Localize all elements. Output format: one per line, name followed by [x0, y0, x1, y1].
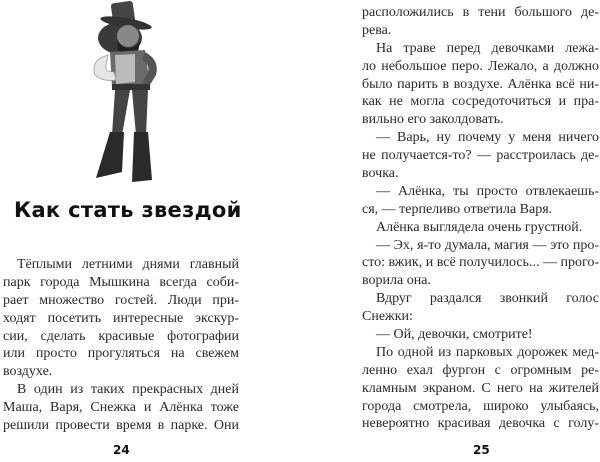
text-line: Снежки: [362, 309, 413, 325]
chapter-title: Как стать звездой [14, 198, 242, 222]
text-line: ворила она. [362, 273, 431, 289]
text-line: сто: вжик, и всё получилось... — прого- [362, 255, 599, 271]
text-line: рает множество гостей. Люди при- [3, 292, 239, 308]
text-line: парк города Мышкина всегда соби- [3, 274, 239, 290]
text-line: По одной из парковых дорожек мед- [376, 344, 599, 360]
text-line: расположились в тени большого де- [362, 5, 599, 20]
text-line: рева. [362, 22, 392, 38]
text-line: ло небольшое перо. Лежало, а должно [362, 58, 599, 74]
text-line: кламным экраном. С него на жителей [362, 380, 599, 396]
text-line: вильно его заколдовать. [362, 112, 504, 128]
text-line: Вдруг раздался звонкий голос [376, 291, 599, 307]
text-line: невероятно красивая девочка с голу- [362, 416, 599, 432]
text-line: сии, сделать красивые фотографии [3, 328, 239, 344]
text-line: ся, — терпеливо ответила Варя. [362, 201, 553, 217]
page-number-right: 25 [473, 443, 490, 457]
text-line: не получается-то? — расстроилась де- [362, 148, 599, 164]
text-line: Тёплыми летними днями главный [17, 257, 239, 272]
text-line: ходят посетить интересные экскур- [3, 310, 239, 326]
text-line: решили провести время в парке. Они [3, 418, 239, 434]
text-line: воздухе. [3, 364, 53, 380]
text-line: — Варь, ну почему у меня ничего [376, 130, 599, 146]
text-line: города смотрела, широко улыбаясь, [362, 398, 599, 414]
page-number-left: 24 [113, 443, 130, 457]
text-line: — Ой, девочки, смотрите! [376, 327, 533, 343]
text-line: было парить в воздухе. Алёнка всё ни- [362, 76, 599, 92]
text-line: В один из таких прекрасных дней [17, 382, 239, 398]
text-line: Маша, Варя, Снежка и Алёнка тоже [3, 400, 239, 416]
right-page [300, 0, 600, 462]
character-illustration [60, 0, 175, 190]
text-line: или просто прогуляться на свежем [3, 346, 239, 362]
text-line: Алёнка выглядела очень грустной. [376, 219, 583, 235]
text-line: ленно ехал фургон с огромным ре- [362, 362, 599, 378]
text-line: — Эх, я-то думала, магия — это про- [376, 237, 599, 253]
text-line: как не могла сосредоточиться и пра- [362, 94, 599, 110]
text-line: На траве перед девочками лежа- [376, 40, 599, 56]
right-body-text [362, 4, 599, 433]
text-line: — Алёнка, ты просто отвлекаешь- [376, 183, 599, 199]
text-line: вочка. [362, 166, 399, 182]
left-body-text [3, 256, 239, 435]
